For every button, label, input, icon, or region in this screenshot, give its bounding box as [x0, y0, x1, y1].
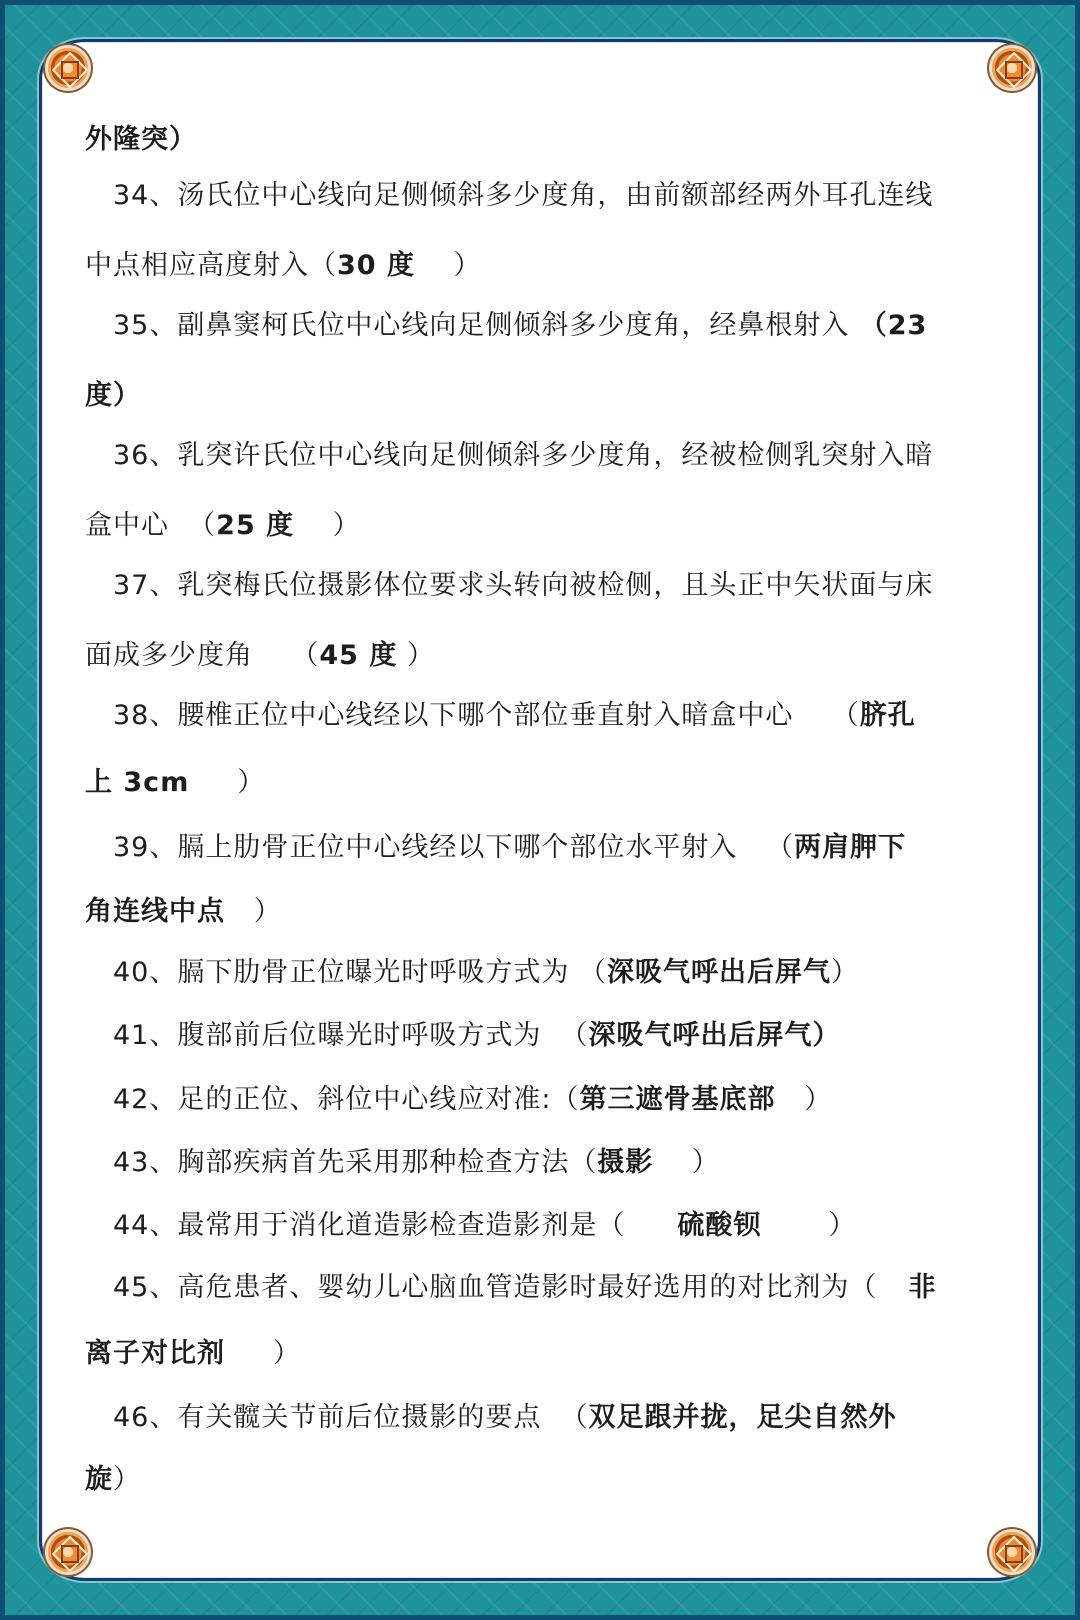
question-line: 44、最常用于消化道造影检查造影剂是（ 硫酸钡 ）: [113, 1210, 857, 1241]
answer-text: （23: [849, 310, 928, 341]
corner-ornament-icon: [992, 48, 1032, 88]
answer-text: 度: [85, 380, 113, 411]
answer-text: 摄影: [597, 1147, 654, 1178]
question-line: 37、乳突梅氏位摄影体位要求头转向被检侧，且头正中矢状面与床: [113, 570, 934, 601]
question-line: 盒中心 （25 度 ）: [85, 510, 361, 541]
question-line: 41、腹部前后位曝光时呼吸方式为 （深吸气呼出后屏气）: [113, 1020, 841, 1051]
question-line: 43、胸部疾病首先采用那种检查方法（摄影 ）: [113, 1147, 720, 1178]
answer-text: 上 3cm: [85, 767, 190, 798]
answer-text: 两肩胛下: [794, 832, 907, 863]
question-line: 面成多少度角 （45 度 ）: [85, 640, 435, 671]
answer-text: 深吸气呼出后屏气: [606, 957, 831, 988]
question-line: 42、足的正位、斜位中心线应对准:（第三遮骨基底部 ）: [113, 1084, 833, 1115]
question-line: 外隆突）: [85, 124, 197, 155]
answer-text: 离子对比剂: [85, 1338, 225, 1369]
answer-text: 25 度: [216, 510, 295, 541]
question-line: 离子对比剂 ）: [85, 1338, 301, 1369]
answer-text: 外隆突: [85, 124, 169, 155]
answer-text: 非: [877, 1272, 937, 1303]
question-line: 中点相应高度射入（30 度 ）: [85, 250, 482, 281]
question-line: 36、乳突许氏位中心线向足侧倾斜多少度角，经被检侧乳突射入暗: [113, 440, 934, 471]
answer-text: 硫酸钡: [625, 1210, 762, 1241]
answer-text: 30 度: [337, 250, 415, 281]
answer-text: 旋: [85, 1464, 113, 1495]
question-line: 45、高危患者、婴幼儿心脑血管造影时最好选用的对比剂为（ 非: [113, 1272, 937, 1303]
answer-text: 双足跟并拢，足尖自然外: [588, 1402, 897, 1433]
question-line: 38、腰椎正位中心线经以下哪个部位垂直射入暗盒中心 （脐孔: [113, 700, 916, 731]
corner-ornament-icon: [48, 48, 88, 88]
question-line: 40、膈下肋骨正位曝光时呼吸方式为 （深吸气呼出后屏气）: [113, 957, 859, 988]
corner-ornament-icon: [992, 1532, 1032, 1572]
answer-text: 角连线中点: [85, 896, 225, 927]
question-line: 上 3cm ）: [85, 767, 266, 798]
answer-text: 第三遮骨基底部: [579, 1084, 776, 1115]
answer-text: 脐孔: [859, 700, 916, 731]
answer-text: 45 度: [319, 640, 398, 671]
question-line: 角连线中点 ）: [85, 896, 282, 927]
question-line: 39、膈上肋骨正位中心线经以下哪个部位水平射入 （两肩胛下: [113, 832, 907, 863]
corner-ornament-icon: [48, 1532, 88, 1572]
question-line: 46、有关髋关节前后位摄影的要点 （双足跟并拢，足尖自然外: [113, 1402, 897, 1433]
answer-text: 深吸气呼出后屏气: [588, 1020, 813, 1051]
question-line: 度）: [85, 380, 141, 411]
question-line: 旋）: [85, 1464, 141, 1495]
question-line: 35、副鼻窦柯氏位中心线向足侧倾斜多少度角，经鼻根射入 （23: [113, 310, 928, 341]
question-line: 34、汤氏位中心线向足侧倾斜多少度角，由前额部经两外耳孔连线: [113, 180, 934, 211]
